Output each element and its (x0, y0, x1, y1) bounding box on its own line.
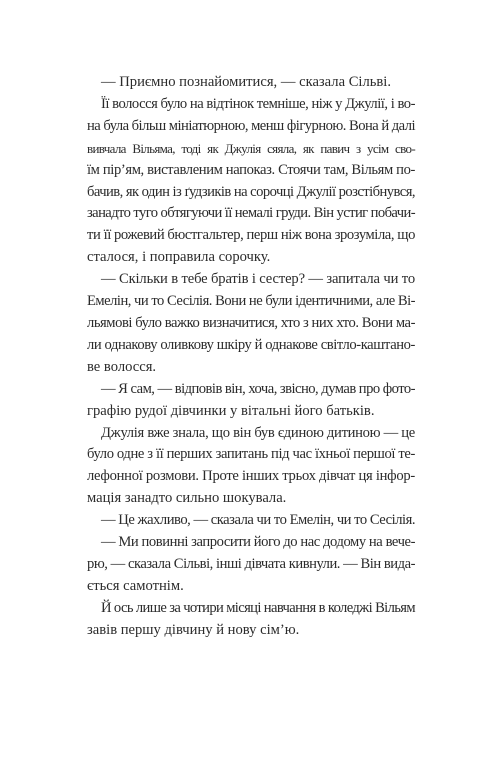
text-line: ве волосся. (87, 358, 157, 375)
text-line: було одне з її перших запитань під час їхньої першої те- (87, 446, 415, 463)
text-line: — Приємно познайомитися, — сказала Сільві. (101, 74, 392, 90)
text-line: — Це жахливо, — сказала чи то Емелін, чи то Сесілія. (101, 512, 415, 529)
text-line: занадто туго обтягуючи її немалі груди. Він устиг побачи- (87, 205, 415, 222)
text-line: — Скільки в тебе братів і сестер? — запитала чи то (101, 271, 415, 288)
text-line: Емелін, чи то Сесілія. Вони не були ідентичними, але Ві- (87, 293, 415, 310)
text-line: ти її рожевий бюстгальтер, перш ніж вона зрозуміла, що (87, 227, 415, 244)
paragraph (87, 379, 415, 423)
text-line: — Ми повинні запросити його до нас додому на вече- (101, 534, 415, 551)
paragraph (87, 532, 415, 598)
text-line: лефонної розмови. Проте інших трьох дівчат ця інфор- (87, 468, 415, 485)
paragraph (87, 423, 415, 511)
text-line: Й ось лише за чотири місяці навчання в коледжі Вільям (101, 599, 415, 616)
text-line: графію рудої дівчинки у вітальні його батьків. (87, 402, 375, 419)
text-line: ли однакову оливкову шкіру й однакове світло-каштано- (87, 336, 415, 353)
text-line: — Я сам, — відповів він, хоча, звісно, думав про фото- (101, 380, 415, 397)
text-line: їм пір’ям, виставленим напоказ. Стоячи там, Вільям по- (87, 161, 415, 178)
text-line: Її волосся було на відтінок темніше, ніж у Джулії, і во- (101, 95, 416, 112)
text-line: рю, — сказала Сільві, інші дівчата кивнули. — Він вида- (87, 555, 415, 572)
text-line: сталося, і поправила сорочку. (87, 249, 271, 266)
paragraph (87, 94, 415, 269)
text-line: ється самотнім. (87, 577, 184, 594)
text-line: бачив, як один із ґудзиків на сорочці Джулії розстібнувся, (87, 183, 415, 200)
text-line: завів першу дівчину й нову сім’ю. (87, 621, 300, 638)
paragraph (87, 510, 415, 532)
paragraph (87, 269, 415, 379)
text-line: Джулія вже знала, що він був єдиною дитиною — це (101, 424, 415, 441)
text-line: льямові було важко визначитися, хто з них хто. Вони ма- (87, 314, 415, 331)
page-text (87, 72, 415, 642)
paragraph (87, 72, 415, 94)
text-line: на була більш мініатюрною, менш фігурною. Вона й далі (87, 117, 415, 134)
text-line: вивчала Вільяма, тоді як Джулія сяяла, як павич з усім сво- (87, 140, 415, 156)
paragraph (87, 598, 415, 642)
text-line: мація занадто сильно шокувала. (87, 490, 287, 507)
